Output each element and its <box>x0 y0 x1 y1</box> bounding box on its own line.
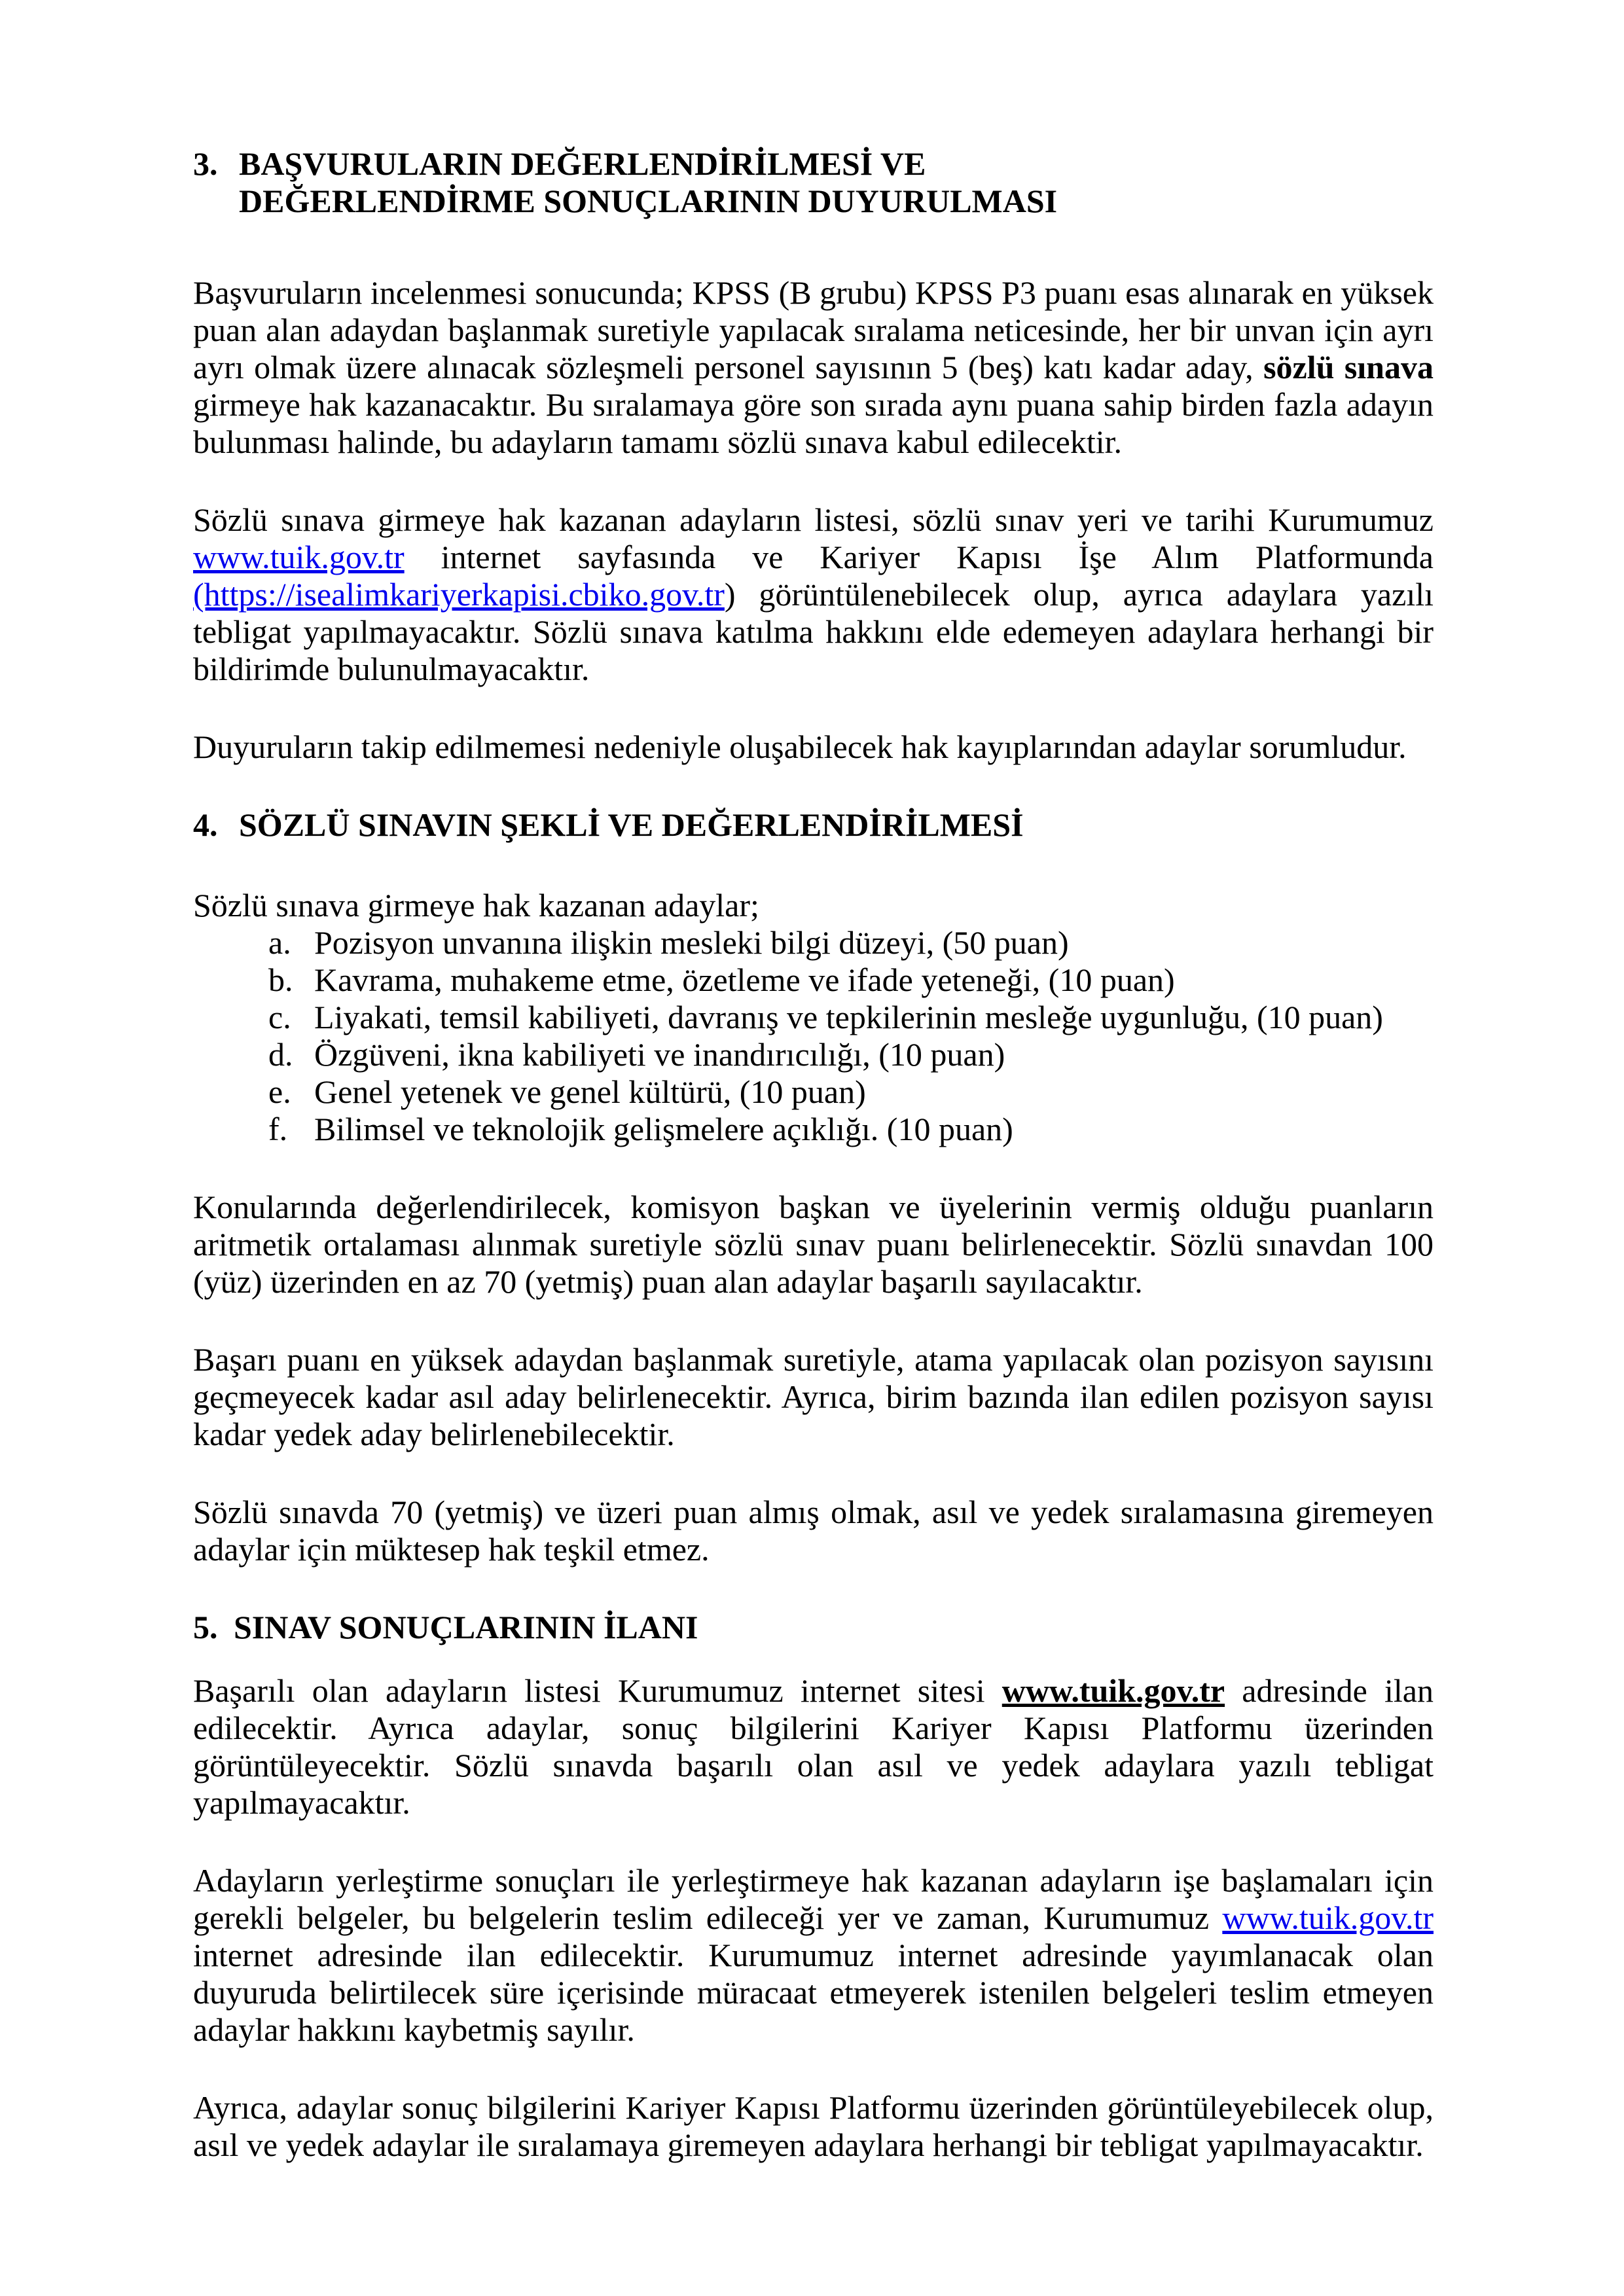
text-run: internet adresinde ilan edilecektir. Kurumumuz internet adresinde yayımlanacak olan duyuruda belirtilecek süre içerisinde müracaat etmeyerek istenilen belgeleri teslim etmeyen adaylar hakkını kaybetmiş sayılır. <box>193 1937 1434 2048</box>
text-run: Ayrıca, adaylar sonuç bilgilerini Kariyer Kapısı Platformu üzerinden görüntüleyebilecek olup, asıl ve yedek adaylar ile sıralamaya giremeyen adaylara herhangi bir tebligat yapılmayacaktır. <box>193 2089 1434 2163</box>
text-run: girmeye hak kazanacaktır. Bu sıralamaya göre son sırada aynı puana sahip birden fazla adayın bulunması halinde, bu adayların tamamı sözlü sınava kabul edilecektir. <box>193 386 1434 460</box>
text-run: Duyuruların takip edilmemesi nedeniyle oluşabilecek hak kayıplarından adaylar sorumludur. <box>193 728 1407 765</box>
paragraph-threshold <box>193 1494 1434 1568</box>
paragraph-results-announcement <box>193 1672 1434 1821</box>
section-3-title: BAŞVURULARIN DEĞERLENDİRİLMESİ VE DEĞERLENDİRME SONUÇLARININ DUYURULMASI <box>239 145 1058 219</box>
list-item-text: Özgüveni, ikna kabiliyeti ve inandırıcılığı, (10 puan) <box>314 1036 1005 1073</box>
list-item <box>268 961 1434 999</box>
text-run: Başvuruların incelenmesi sonucunda; KPSS (B grubu) KPSS P3 puanı esas alınarak en yüksek puan alan adaydan başlanmak suretiyle yapılacak sıralama neticesinde, her bir unvan için ayrı ayrı olmak üzere alınacak sözleşmeli personel sayısının 5 (beş) katı kadar aday, <box>193 274 1434 386</box>
hyperlink[interactable]: www.tuik.gov.tr <box>193 539 405 575</box>
list-item <box>268 999 1434 1036</box>
list-item <box>268 1073 1434 1111</box>
section-5-number: 5. <box>193 1609 218 1645</box>
list-item-label: a. <box>268 924 291 961</box>
list-item-text: Genel yetenek ve genel kültürü, (10 puan) <box>314 1073 866 1110</box>
paragraph-evaluation <box>193 274 1434 461</box>
hyperlink[interactable]: (https://isealimkariyerkapisi.cbiko.gov.tr <box>193 576 725 613</box>
list-item <box>268 1036 1434 1073</box>
list-item-text: Liyakati, temsil kabiliyeti, davranış ve tepkilerinin mesleğe uygunluğu, (10 puan) <box>314 999 1383 1035</box>
paragraph-follow-responsibility <box>193 728 1434 766</box>
paragraph-announcement-channels <box>193 501 1434 688</box>
paragraph-interview-intro <box>193 887 1434 924</box>
section-5-title: SINAV SONUÇLARININ İLANI <box>234 1609 698 1645</box>
hyperlink[interactable]: www.tuik.gov.tr <box>1222 1899 1434 1936</box>
list-item <box>268 1111 1434 1148</box>
paragraph-document-submission <box>193 1862 1434 2049</box>
paragraph-scoring <box>193 1189 1434 1300</box>
bold-text-run: sözlü sınava <box>1263 349 1434 386</box>
text-run: adresinde ilan edilecektir. Ayrıca adaylar, sonuç bilgilerini Kariyer Kapısı Platformu üzerinden görüntüleyecektir. Sözlü sınavda başarılı olan asıl ve yedek adaylara yazılı tebligat yapılmayacaktır. <box>193 1672 1434 1821</box>
criteria-list <box>193 924 1434 1148</box>
text-run: ) görüntülenebilecek olup, ayrıca adaylara yazılı tebligat yapılmayacaktır. Sözlü sınava katılma hakkını elde edemeyen adaylara herhangi bir bildirimde bulunulmayacaktır. <box>193 576 1434 687</box>
section-4-title: SÖZLÜ SINAVIN ŞEKLİ VE DEĞERLENDİRİLMESİ <box>239 806 1024 843</box>
list-item-label: c. <box>268 999 291 1035</box>
list-item-label: e. <box>268 1073 291 1110</box>
hyperlink[interactable]: www.tuik.gov.tr <box>1001 1672 1225 1709</box>
section-4-number: 4. <box>193 806 218 843</box>
list-item <box>268 924 1434 961</box>
text-run: internet sayfasında ve Kariyer Kapısı İşe Alım Platformunda <box>404 539 1434 575</box>
text-run: Başarı puanı en yüksek adaydan başlanmak suretiyle, atama yapılacak olan pozisyon sayısını geçmeyecek kadar asıl aday belirlenecektir. Ayrıca, birim bazında ilan edilen pozisyon sayısı kadar yedek aday belirlenebilecektir. <box>193 1341 1434 1452</box>
section-heading-4 <box>193 806 1434 844</box>
list-item-text: Kavrama, muhakeme etme, özetleme ve ifade yeteneği, (10 puan) <box>314 961 1175 998</box>
list-item-label: b. <box>268 961 293 998</box>
text-run: Başarılı olan adayların listesi Kurumumuz internet sitesi <box>193 1672 1002 1709</box>
paragraph-ranking <box>193 1341 1434 1453</box>
text-run: Sözlü sınava girmeye hak kazanan adaylar; <box>193 887 759 924</box>
list-item-label: d. <box>268 1036 293 1073</box>
text-run: Konularında değerlendirilecek, komisyon başkan ve üyelerinin vermiş olduğu puanların aritmetik ortalaması alınmak suretiyle sözlü sınav puanı belirlenecektir. Sözlü sınavdan 100 (yüz) üzerinden en az 70 (yetmiş) puan alan adaylar başarılı sayılacaktır. <box>193 1189 1434 1300</box>
text-run: Adayların yerleştirme sonuçları ile yerleştirmeye hak kazanan adayların işe başlamaları için gerekli belgeler, bu belgelerin teslim edileceği yer ve zaman, Kurumumuz <box>193 1862 1434 1936</box>
list-item-text: Pozisyon unvanına ilişkin mesleki bilgi düzeyi, (50 puan) <box>314 924 1069 961</box>
text-run: Sözlü sınava girmeye hak kazanan adayların listesi, sözlü sınav yeri ve tarihi Kurumumuz <box>193 501 1434 538</box>
list-item-label: f. <box>268 1111 288 1147</box>
paragraph-no-written-notice <box>193 2089 1434 2164</box>
section-heading-3 <box>193 145 1434 220</box>
text-run: Sözlü sınavda 70 (yetmiş) ve üzeri puan almış olmak, asıl ve yedek sıralamasına giremeyen adaylar için müktesep hak teşkil etmez. <box>193 1494 1434 1568</box>
section-3-number: 3. <box>193 145 218 182</box>
section-heading-5 <box>193 1609 1434 1646</box>
list-item-text: Bilimsel ve teknolojik gelişmelere açıklığı. (10 puan) <box>314 1111 1013 1147</box>
